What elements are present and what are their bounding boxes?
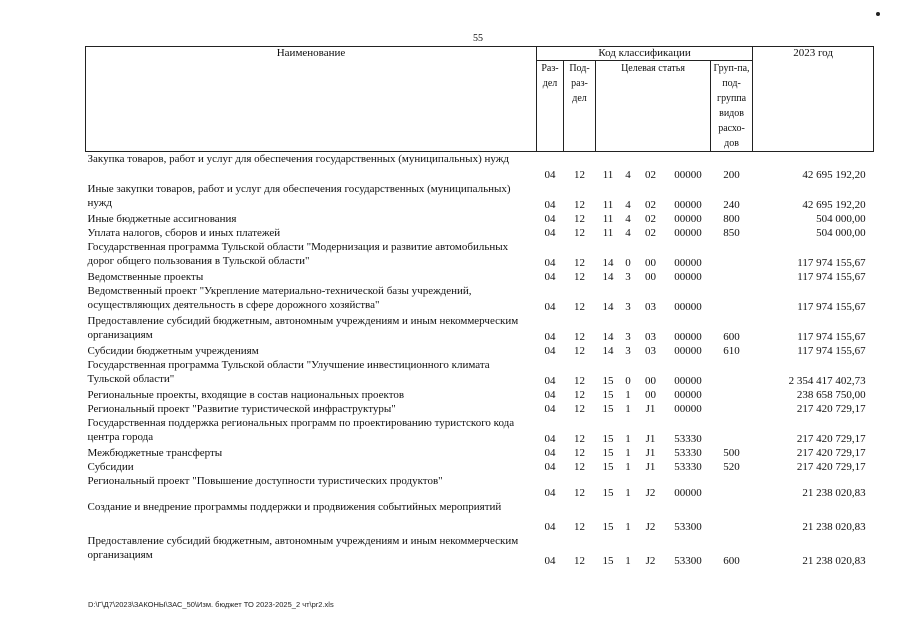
row-expense-type: 520: [723, 461, 740, 473]
header-name: Наименование: [86, 47, 537, 152]
row-program: 11: [602, 199, 614, 211]
row-podrazdel: 12: [574, 461, 585, 473]
row-expense-type: [711, 358, 753, 388]
row-razdel: 04: [544, 555, 556, 567]
table-row: [86, 344, 874, 358]
row-subprogram: 0: [625, 375, 631, 387]
row-name: Ведомственные проекты: [87, 271, 204, 283]
row-name: Уплата налогов, сборов и иных платежей: [87, 227, 281, 239]
row-subprogram: 3: [625, 271, 631, 283]
row-name: Иные бюджетные ассигнования: [87, 213, 237, 225]
row-event: 02: [645, 169, 656, 181]
row-amount: 117 974 155,67: [797, 301, 866, 313]
row-expense-type: 850: [723, 227, 740, 239]
row-podrazdel: 12: [574, 227, 585, 239]
table-row: [86, 182, 874, 212]
row-subprogram: 4: [625, 213, 631, 225]
row-subprogram: 4: [625, 169, 631, 181]
row-expense-type: [711, 500, 753, 534]
row-expense-type: 600: [723, 555, 740, 567]
row-amount: 217 420 729,17: [796, 447, 866, 459]
row-subprogram: 1: [625, 389, 631, 401]
table-row: [86, 152, 874, 183]
row-podrazdel: 12: [574, 403, 585, 415]
row-program: 15: [602, 487, 614, 499]
row-expense-type: 600: [723, 331, 740, 343]
row-expense-type: [711, 388, 753, 402]
row-subprogram: 4: [625, 227, 631, 239]
footer-file-path: D:\Г\Д7\2023\ЗАКОНЫ\ЗАС_50\Изм. бюджет ТО 2023-2025_2 чт\pr2.xls: [88, 600, 334, 609]
row-event: 03: [645, 345, 656, 357]
row-direction: 00000: [674, 487, 702, 499]
row-event: J1: [645, 433, 656, 445]
row-direction: 53330: [674, 433, 702, 445]
row-program: 14: [602, 345, 614, 357]
row-razdel: 04: [544, 213, 556, 225]
row-program: 14: [602, 331, 614, 343]
row-name: Субсидии бюджетным учреждениям: [87, 345, 259, 357]
row-expense-type: 800: [723, 213, 740, 225]
row-event: J2: [645, 555, 656, 567]
row-razdel: 04: [544, 461, 556, 473]
row-amount: 217 420 729,17: [796, 461, 866, 473]
row-event: 03: [645, 331, 656, 343]
table-row: [86, 460, 874, 474]
row-subprogram: 4: [625, 199, 631, 211]
row-expense-type: 610: [723, 345, 740, 357]
row-podrazdel: 12: [574, 487, 585, 499]
row-amount: 21 238 020,83: [802, 487, 866, 499]
row-event: 03: [645, 301, 656, 313]
row-razdel: 04: [544, 447, 556, 459]
row-name: Государственная поддержка региональных программ по проектированию туристского кода центра города: [87, 417, 515, 443]
table-row: [86, 284, 874, 314]
table-row: [86, 474, 874, 500]
table-row: [86, 446, 874, 460]
row-event: 00: [645, 375, 656, 387]
header-razdel: Раз-дел: [537, 61, 564, 152]
row-amount: 217 420 729,17: [796, 433, 866, 445]
row-amount: 504 000,00: [816, 213, 866, 225]
row-amount: 42 695 192,20: [802, 169, 866, 181]
row-event: J1: [645, 403, 656, 415]
row-podrazdel: 12: [574, 555, 585, 567]
row-amount: 117 974 155,67: [797, 271, 866, 283]
table-row: [86, 314, 874, 344]
row-podrazdel: 12: [574, 389, 585, 401]
row-razdel: 04: [544, 389, 556, 401]
row-expense-type: [711, 474, 753, 500]
row-direction: 00000: [674, 169, 702, 181]
header-podrazdel: Под-раз-дел: [564, 61, 596, 152]
row-event: 02: [645, 213, 656, 225]
row-amount: 21 238 020,83: [802, 555, 866, 567]
budget-table: [85, 46, 874, 568]
row-razdel: 04: [544, 169, 556, 181]
row-program: 14: [602, 301, 614, 313]
row-direction: 00000: [674, 271, 702, 283]
row-amount: 117 974 155,67: [797, 257, 866, 269]
row-podrazdel: 12: [574, 301, 585, 313]
row-direction: 00000: [674, 375, 702, 387]
row-subprogram: 1: [625, 403, 631, 415]
row-event: 00: [645, 389, 656, 401]
row-event: 02: [645, 227, 656, 239]
row-subprogram: 1: [625, 521, 631, 533]
row-name: Субсидии: [87, 461, 134, 473]
row-program: 15: [602, 433, 614, 445]
header-code: Код классификации: [537, 47, 753, 61]
row-subprogram: 1: [625, 555, 631, 567]
header-vid: Груп-па, под-группа видов расхо-дов: [711, 61, 753, 152]
row-event: 02: [645, 199, 656, 211]
row-podrazdel: 12: [574, 521, 585, 533]
row-amount: 2 354 417 402,73: [788, 375, 866, 387]
row-razdel: 04: [544, 271, 556, 283]
row-name: Предоставление субсидий бюджетным, автономным учреждениям и иным некоммерческим организациям: [87, 535, 519, 561]
row-direction: 00000: [674, 389, 702, 401]
row-amount: 117 974 155,67: [797, 345, 866, 357]
table-row: [86, 226, 874, 240]
row-podrazdel: 12: [574, 271, 585, 283]
row-subprogram: 3: [625, 301, 631, 313]
row-name: Создание и внедрение программы поддержки и продвижения событийных мероприятий: [87, 501, 502, 513]
table-row: [86, 388, 874, 402]
table-row: [86, 416, 874, 446]
row-podrazdel: 12: [574, 257, 585, 269]
row-expense-type: [711, 402, 753, 416]
row-razdel: 04: [544, 433, 556, 445]
row-name: Предоставление субсидий бюджетным, автономным учреждениям и иным некоммерческим организациям: [87, 315, 519, 341]
row-subprogram: 1: [625, 447, 631, 459]
row-direction: 00000: [674, 199, 702, 211]
table-row: [86, 402, 874, 416]
row-subprogram: 0: [625, 257, 631, 269]
row-razdel: 04: [544, 521, 556, 533]
row-subprogram: 1: [625, 433, 631, 445]
row-event: J1: [645, 447, 656, 459]
table-row: [86, 534, 874, 568]
row-podrazdel: 12: [574, 213, 585, 225]
row-program: 15: [602, 555, 614, 567]
row-event: 00: [645, 257, 656, 269]
scan-dot: [876, 12, 880, 16]
row-program: 15: [602, 389, 614, 401]
row-program: 15: [602, 375, 614, 387]
row-program: 15: [602, 521, 614, 533]
row-event: J2: [645, 521, 656, 533]
row-podrazdel: 12: [574, 345, 585, 357]
row-program: 14: [602, 257, 614, 269]
row-amount: 42 695 192,20: [802, 199, 866, 211]
row-direction: 53300: [674, 555, 702, 567]
table-body: [86, 152, 874, 569]
row-podrazdel: 12: [574, 169, 585, 181]
row-subprogram: 3: [625, 331, 631, 343]
row-direction: 53330: [674, 447, 702, 459]
row-program: 15: [602, 447, 614, 459]
row-direction: 00000: [674, 345, 702, 357]
row-amount: 504 000,00: [816, 227, 866, 239]
row-razdel: 04: [544, 301, 556, 313]
row-razdel: 04: [544, 199, 556, 211]
row-direction: 53330: [674, 461, 702, 473]
row-expense-type: 240: [723, 199, 740, 211]
row-name: Региональный проект "Повышение доступности туристических продуктов": [87, 475, 443, 487]
row-subprogram: 1: [625, 487, 631, 499]
row-program: 11: [602, 227, 614, 239]
row-razdel: 04: [544, 375, 556, 387]
row-podrazdel: 12: [574, 199, 585, 211]
row-podrazdel: 12: [574, 375, 585, 387]
row-event: J1: [645, 461, 656, 473]
row-subprogram: 3: [625, 345, 631, 357]
header-target: Целевая статья: [596, 61, 711, 152]
row-program: 11: [602, 213, 614, 225]
row-razdel: 04: [544, 487, 556, 499]
row-razdel: 04: [544, 257, 556, 269]
row-expense-type: 200: [723, 169, 740, 181]
row-expense-type: [711, 284, 753, 314]
row-event: J2: [645, 487, 656, 499]
row-event: 00: [645, 271, 656, 283]
row-program: 15: [602, 403, 614, 415]
row-name: Региональные проекты, входящие в состав национальных проектов: [87, 389, 405, 401]
row-amount: 217 420 729,17: [796, 403, 866, 415]
row-direction: 00000: [674, 227, 702, 239]
row-podrazdel: 12: [574, 447, 585, 459]
page-number: 55: [473, 33, 483, 44]
header-year: 2023 год: [753, 47, 874, 152]
row-name: Региональный проект "Развитие туристической инфраструктуры": [87, 403, 396, 415]
row-razdel: 04: [544, 227, 556, 239]
table-row: [86, 270, 874, 284]
row-direction: 00000: [674, 403, 702, 415]
row-expense-type: [711, 270, 753, 284]
table-row: [86, 358, 874, 388]
row-name: Иные закупки товаров, работ и услуг для обеспечения государственных (муниципальных) нужд: [87, 183, 511, 209]
row-direction: 53300: [674, 521, 702, 533]
row-name: Ведомственный проект "Укрепление материально-технической базы учреждений, осуществляющих деятельность в сфере дорожного хозяйства": [87, 285, 472, 311]
row-expense-type: [711, 416, 753, 446]
row-name: Закупка товаров, работ и услуг для обеспечения государственных (муниципальных) нужд: [87, 153, 509, 165]
row-direction: 00000: [674, 331, 702, 343]
row-podrazdel: 12: [574, 331, 585, 343]
row-name: Государственная программа Тульской области "Улучшение инвестиционного климата Тульской области": [87, 359, 490, 385]
row-razdel: 04: [544, 345, 556, 357]
table-row: [86, 500, 874, 534]
row-program: 15: [602, 461, 614, 473]
row-expense-type: [711, 240, 753, 270]
row-expense-type: 500: [723, 447, 740, 459]
row-subprogram: 1: [625, 461, 631, 473]
row-direction: 00000: [674, 213, 702, 225]
table-header: [86, 47, 874, 152]
row-amount: 21 238 020,83: [802, 521, 866, 533]
table-row: [86, 212, 874, 226]
table-row: [86, 240, 874, 270]
row-name: Межбюджетные трансферты: [87, 447, 223, 459]
row-podrazdel: 12: [574, 433, 585, 445]
row-program: 14: [602, 271, 614, 283]
row-amount: 117 974 155,67: [797, 331, 866, 343]
row-name: Государственная программа Тульской области "Модернизация и развитие автомобильных дорог общего пользования в Тульской области": [87, 241, 509, 267]
row-direction: 00000: [674, 257, 702, 269]
row-amount: 238 658 750,00: [796, 389, 866, 401]
row-razdel: 04: [544, 403, 556, 415]
row-direction: 00000: [674, 301, 702, 313]
row-razdel: 04: [544, 331, 556, 343]
row-program: 11: [602, 169, 614, 181]
